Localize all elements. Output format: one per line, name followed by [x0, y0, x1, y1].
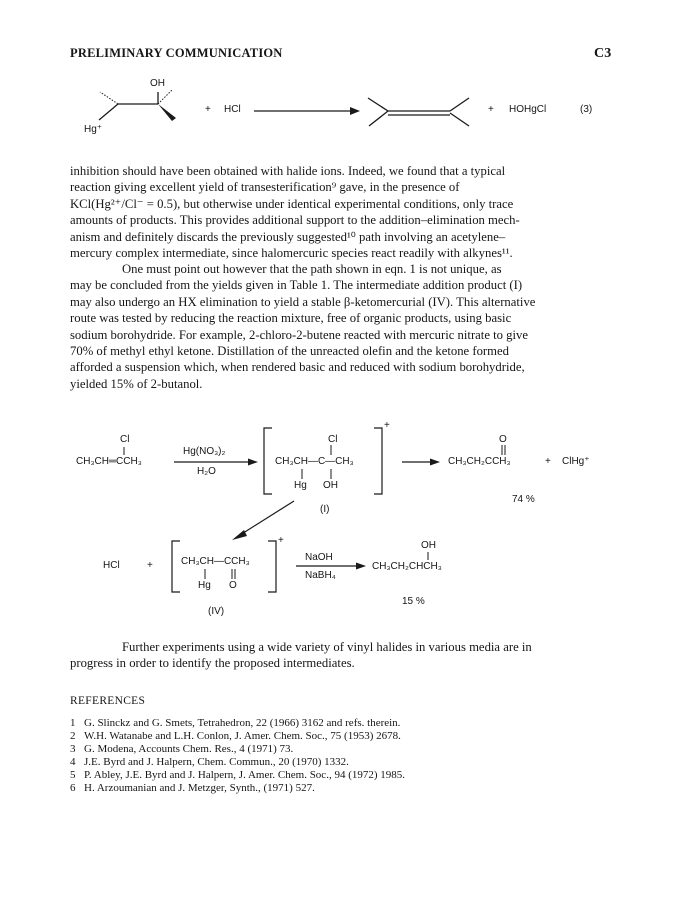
reference-number: 6: [70, 782, 76, 794]
plus-b: +: [147, 560, 153, 571]
reference-item: [70, 743, 405, 756]
alcohol-oh: OH: [421, 540, 436, 551]
page-number: C3: [594, 46, 612, 61]
ketone-o: O: [499, 434, 507, 445]
reference-text: H. Arzoumanian and J. Metzger, Synth., (1971) 527.: [84, 782, 315, 794]
paragraph-1-line: mercury complex intermediate, since halomercuric species react readily with alkynes¹¹.: [70, 246, 513, 261]
paragraph-1-line: KCl(Hg²⁺/Cl⁻ = 0.5), but otherwise under identical experimental conditions, only trace: [70, 196, 514, 211]
paragraph-1-line: reaction giving excellent yield of transesterification⁹ gave, in the presence of: [70, 180, 460, 195]
reference-text: J.E. Byrd and J. Halpern, Chem. Commun., 20 (1970) 1332.: [84, 756, 349, 768]
int1-hg: Hg: [294, 480, 307, 491]
reference-number: 3: [70, 743, 76, 755]
reference-number: 1: [70, 717, 76, 729]
int4-hg: Hg: [198, 580, 211, 591]
reference-item: [70, 730, 405, 743]
paragraph-3-line: progress in order to identify the proposed intermediates.: [70, 656, 355, 671]
reagent-bottom: H₂O: [197, 466, 216, 477]
reference-number: 4: [70, 756, 76, 768]
reference-item: [70, 769, 405, 782]
paragraph-2-line: 70% of methyl ethyl ketone. Distillation of the unreacted olefin and the ketone formed: [70, 344, 509, 359]
int4-o: O: [229, 580, 237, 591]
hcl-product: HCl: [103, 560, 120, 571]
paragraph-1-line: inhibition should have been obtained with halide ions. Indeed, we found that a typical: [70, 164, 506, 178]
alcohol-product: CH₃CH₂CHCH₃: [372, 561, 442, 572]
clhg-product: ClHg⁺: [562, 456, 590, 467]
running-header: PRELIMINARY COMMUNICATION: [70, 46, 283, 60]
int4-charge: +: [278, 535, 284, 546]
nabh4-reagent: NaBH₄: [305, 570, 336, 581]
naoh-reagent: NaOH: [305, 552, 333, 563]
paragraph-3-line: Further experiments using a wide variety of vinyl halides in various media are in: [122, 640, 532, 654]
plus-a: +: [545, 456, 551, 467]
reference-number: 2: [70, 730, 76, 742]
eqn3-plus-2: +: [488, 104, 494, 115]
int1-charge: +: [384, 420, 390, 431]
yield-ketone: 74 %: [512, 494, 535, 505]
reference-text: P. Abley, J.E. Byrd and J. Halpern, J. Amer. Chem. Soc., 94 (1972) 1985.: [84, 769, 406, 781]
reference-item: [70, 756, 405, 769]
reference-item: [70, 782, 405, 795]
eqn3-oh: OH: [150, 78, 165, 89]
paragraph-1-line: amounts of products. This provides additional support to the addition–elimination mech-: [70, 213, 520, 228]
reagent-top: Hg(NO₃)₂: [183, 446, 226, 457]
ketone-product: CH₃CH₂CCH₃: [448, 456, 511, 467]
start-cl: Cl: [120, 434, 130, 445]
paragraph-2-line: sodium borohydride. For example, 2-chloro-2-butene reacted with mercuric nitrate to give: [70, 327, 529, 342]
int4-main: CH₃CH—CCH₃: [181, 556, 250, 567]
references-title: REFERENCES: [70, 695, 146, 707]
paragraph-3: [70, 639, 532, 672]
references-list: [70, 717, 405, 795]
eqn3-plus-1: +: [205, 104, 211, 115]
paragraph-2-line: One must point out however that the path shown in eqn. 1 is not unique, as: [122, 262, 502, 276]
eqn3-reagent: HCl: [224, 104, 241, 115]
yield-alcohol: 15 %: [402, 596, 425, 607]
paragraph-2-line: afforded a suspension which, when rendered basic and reduced with sodium borohydride,: [70, 360, 525, 375]
reference-text: G. Slinckz and G. Smets, Tetrahedron, 22 (1966) 3162 and refs. therein.: [84, 717, 401, 729]
reference-number: 5: [70, 769, 76, 781]
paragraph-2-line: may be concluded from the yields given in Table 1. The intermediate addition product (I): [70, 278, 523, 293]
reference-text: W.H. Watanabe and L.H. Conlon, J. Amer. Chem. Soc., 75 (1953) 2678.: [84, 730, 401, 742]
paragraph-2-line: yielded 15% of 2-butanol.: [70, 376, 203, 391]
reference-text: G. Modena, Accounts Chem. Res., 4 (1971) 73.: [84, 743, 294, 755]
eqn3-hg: Hg⁺: [84, 124, 103, 135]
paragraph-2-line: route was tested by reducing the reaction mixture, free of organic products, using basic: [70, 311, 512, 326]
int1-main: CH₃CH—C—CH₃: [275, 456, 354, 467]
int1-label: (I): [320, 504, 330, 515]
int4-label: (IV): [208, 606, 225, 617]
paragraph-1-line: anism and definitely discards the previously suggested¹⁰ path involving an acetylene–: [70, 229, 506, 244]
reference-item: [70, 717, 405, 730]
eqn3-product: HOHgCl: [509, 104, 547, 115]
paragraph-2-line: may also undergo an HX elimination to yield a stable β-ketomercurial (IV). This alternative: [70, 294, 536, 309]
start-olefin: CH₃CH═CCH₃: [76, 456, 142, 467]
eqn3-number: (3): [580, 104, 593, 115]
int1-oh: OH: [323, 480, 338, 491]
int1-cl: Cl: [328, 434, 338, 445]
